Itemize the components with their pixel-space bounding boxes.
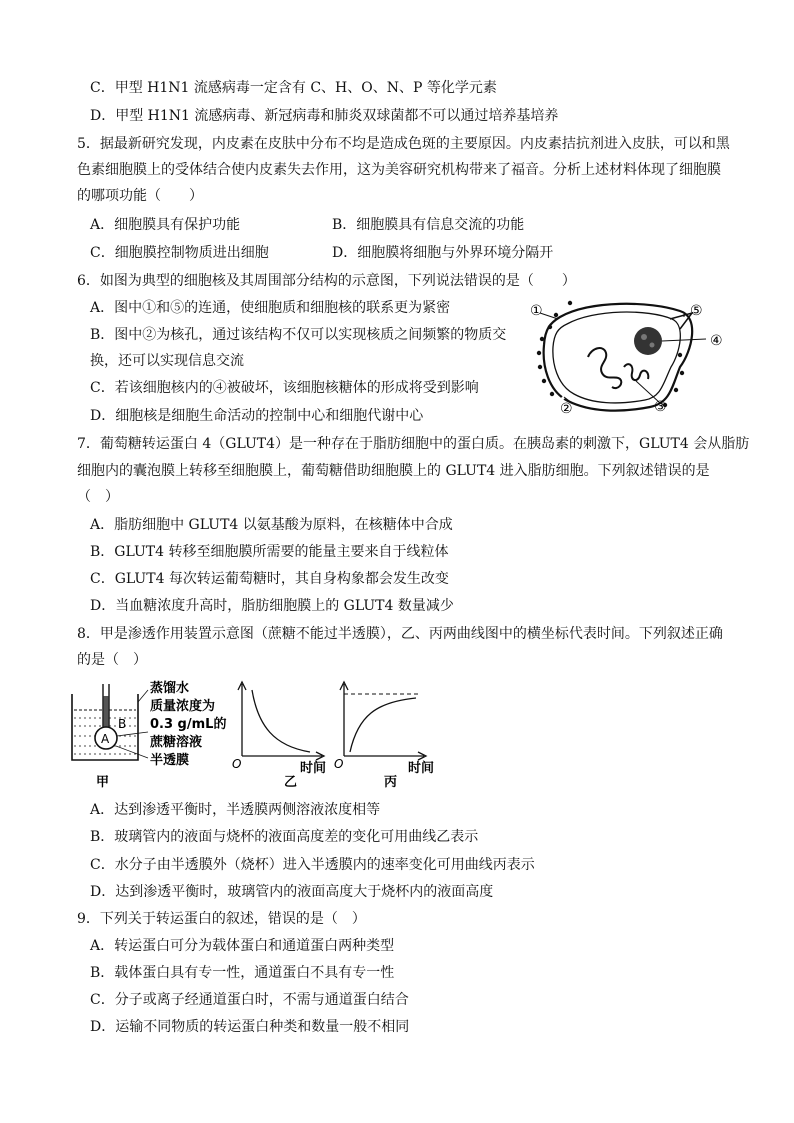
q5-stem-line-1: 5．据最新研究发现，内皮素在皮肤中分布不均是造成色斑的主要原因。内皮素拮抗剂进入皮肤，可以和黑	[77, 136, 730, 152]
curve-yi	[252, 690, 310, 752]
inner-nuclear-membrane	[553, 312, 680, 403]
figure-name-yi: 乙	[284, 775, 298, 790]
chromatin	[588, 348, 648, 388]
leader-line-4	[662, 339, 706, 341]
label-concentration: 质量浓度为	[150, 699, 216, 714]
label-2: ②	[560, 401, 573, 417]
q5-stem-line-3: 的哪项功能（ ）	[77, 188, 203, 204]
q8-option-d: D．达到渗透平衡时，玻璃管内的液面高度大于烧杯内的液面高度	[90, 884, 494, 900]
mark-b: B	[118, 717, 127, 731]
label-1: ①	[530, 303, 543, 319]
q4-option-d: D．甲型 H1N1 流感病毒、新冠病毒和肺炎双球菌都不可以通过培养基培养	[90, 108, 559, 124]
q8-stem-line-1: 8．甲是渗透作用装置示意图（蔗糖不能过半透膜），乙、丙两曲线图中的横坐标代表时间。下列叙述正确	[77, 626, 723, 642]
label-3: ③	[654, 399, 667, 415]
q7-stem-line-3: （ ）	[77, 489, 119, 505]
q4-option-c: C．甲型 H1N1 流感病毒一定含有 C、H、O、N、P 等化学元素	[90, 80, 497, 96]
q6-option-b-line-2: 换，还可以实现信息交流	[90, 353, 244, 369]
q5-option-b: B．细胞膜具有信息交流的功能	[332, 217, 525, 233]
q7-stem-line-1: 7．葡萄糖转运蛋白 4（GLUT4）是一种存在于脂肪细胞中的蛋白质。在胰岛素的刺激下，GLUT4 会从脂肪	[77, 436, 750, 452]
figure-name-bing: 丙	[384, 775, 398, 790]
curve-bing	[350, 698, 416, 752]
figure-name-jia: 甲	[96, 775, 110, 790]
q8-option-c: C．水分子由半透膜外（烧杯）进入半透膜内的速率变化可用曲线丙表示	[90, 857, 535, 873]
label-4: ④	[710, 333, 723, 349]
q9-option-b: B．载体蛋白具有专一性，通道蛋白不具有专一性	[90, 965, 395, 981]
label-semipermeable-membrane: 半透膜	[150, 753, 190, 768]
xlabel-bing: 时间	[408, 761, 435, 776]
q6-option-b-line-1: B．图中②为核孔，通过该结构不仅可以实现核质之间频繁的物质交	[90, 327, 507, 343]
q9-option-d: D．运输不同物质的转运蛋白种类和数量一般不相同	[90, 1019, 410, 1035]
q6-option-c: C．若该细胞核内的④被破坏，该细胞核糖体的形成将受到影响	[90, 380, 479, 396]
q5-option-a: A．细胞膜具有保护功能	[90, 217, 241, 233]
label-distilled-water: 蒸馏水	[150, 681, 190, 696]
q5-option-d: D．细胞膜将细胞与外界环境分隔开	[332, 245, 554, 261]
q6-option-d: D．细胞核是细胞生命活动的控制中心和细胞代谢中心	[90, 408, 424, 424]
q7-option-b: B．GLUT4 转移至细胞膜所需要的能量主要来自于线粒体	[90, 544, 449, 560]
q8-option-a: A．达到渗透平衡时，半透膜两侧溶液浓度相等	[90, 802, 381, 818]
graph-bing	[334, 682, 434, 790]
q7-option-c: C．GLUT4 每次转运葡萄糖时，其自身构象都会发生改变	[90, 571, 449, 587]
label-concentration-value: 0.3 g/mL的	[150, 717, 227, 732]
q9-option-a: A．转运蛋白可分为载体蛋白和通道蛋白两种类型	[90, 938, 395, 954]
q7-stem-line-2: 细胞内的囊泡膜上转移至细胞膜上，葡萄糖借助细胞膜上的 GLUT4 进入脂肪细胞。下列叙述错误的是	[77, 463, 710, 479]
label-sucrose-solution: 蔗糖溶液	[150, 735, 203, 750]
q8-stem-line-2: 的是（ ）	[77, 652, 147, 668]
origin-yi: O	[232, 757, 242, 771]
nucleolus	[634, 327, 662, 355]
q9-option-c: C．分子或离子经通道蛋白时，不需与通道蛋白结合	[90, 992, 409, 1008]
q9-stem: 9．下列关于转运蛋白的叙述，错误的是（ ）	[77, 911, 366, 927]
osmosis-figure	[66, 676, 456, 794]
mark-a: A	[101, 732, 110, 746]
q6-stem: 6．如图为典型的细胞核及其周围部分结构的示意图，下列说法错误的是（ ）	[77, 273, 576, 289]
xlabel-yi: 时间	[300, 761, 327, 776]
q8-option-b: B．玻璃管内的液面与烧杯的液面高度差的变化可用曲线乙表示	[90, 829, 479, 845]
q5-option-c: C．细胞膜控制物质进出细胞	[90, 245, 269, 261]
q7-option-a: A．脂肪细胞中 GLUT4 以氨基酸为原料，在核糖体中合成	[90, 517, 453, 533]
graph-yi	[232, 682, 326, 790]
origin-bing: O	[334, 757, 344, 771]
label-5: ⑤	[690, 303, 703, 319]
nucleus-diagram	[520, 295, 760, 420]
q7-option-d: D．当血糖浓度升高时，脂肪细胞膜上的 GLUT4 数量减少	[90, 598, 454, 614]
q5-stem-line-2: 色素细胞膜上的受体结合使内皮素失去作用，这为美容研究机构带来了福音。分析上述材料体现了细胞膜	[77, 162, 721, 178]
q6-option-a: A．图中①和⑤的连通，使细胞质和细胞核的联系更为紧密	[90, 300, 451, 316]
osmosis-apparatus	[72, 684, 148, 760]
